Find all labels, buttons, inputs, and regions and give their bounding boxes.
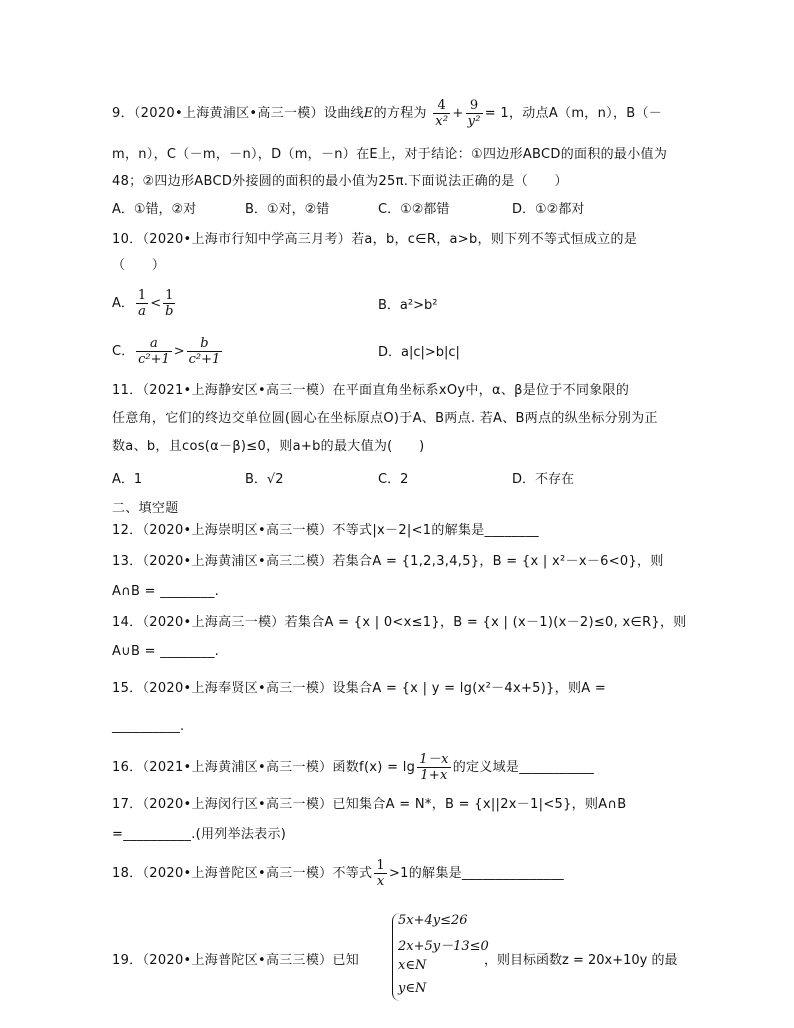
q18-fraction: $\frac{1}{x}$ bbox=[376, 858, 385, 889]
q9-text: = 1，动点A（m，n），B（－ bbox=[484, 106, 663, 121]
q11-option-a: A．1 bbox=[112, 472, 143, 487]
q9-line-1: 9．（2020•上海黄浦区•高三一模）设曲线E的方程为 $\frac{4}{\text{x²}}$ + $\frac{9}{\text{y²}}$ = 1，动点A（m，n），B（－ bbox=[112, 98, 663, 129]
q9-curve-name: E bbox=[363, 106, 374, 121]
q9-text: 的方程为 bbox=[373, 106, 427, 121]
q10-option-b: B．a²>b² bbox=[378, 298, 438, 313]
q11-option-c: C．2 bbox=[378, 472, 409, 487]
q19-constraint-3: x∈N bbox=[398, 958, 427, 973]
q9-line-2: m，n），C（－m，－n），D（m，－n）在E上，对于结论：①四边形ABCD的面积的最小值为 bbox=[112, 147, 668, 162]
q13-line-2: A∩B = ________. bbox=[112, 584, 220, 599]
q11-line-3: 数a、b，且cos(α－β)≤0，则a+b的最大值为( ) bbox=[112, 439, 425, 454]
q14-line-1: 14．（2020•上海高三一模）若集合A = {x | 0<x≤1}，B = {x | (x－1)(x－2)≤0, x∈R}，则 bbox=[112, 615, 687, 630]
q17-line-1: 17．（2020•上海闵行区•高三一模）已知集合A = N*，B = {x||2x－1|<5}，则A∩B bbox=[112, 797, 627, 812]
q11-option-b: B．√2 bbox=[245, 472, 284, 487]
q15-line-2: __________. bbox=[112, 719, 185, 734]
q17-line-2: =__________.(用列举法表示) bbox=[112, 827, 287, 842]
q19-prefix: 19．（2020•上海普陀区•高三三模）已知 bbox=[112, 953, 360, 968]
q11-line-2: 任意角，它们的终边交单位圆(圆心在坐标原点O)于A、B两点. 若A、B两点的纵坐标分别为正 bbox=[112, 411, 658, 426]
q9-fraction-1: $\frac{4}{\text{x²}}$ bbox=[435, 98, 449, 129]
q16-line: 16．（2021•上海黄浦区•高三一模）函数f(x) = lg $\frac{1-x}{1+x}$ 的定义域是___________ bbox=[112, 752, 595, 783]
q10-option-a: A． $\frac{1}{a}$ < $\frac{1}{b}$ bbox=[112, 288, 174, 319]
q19-constraint-4: y∈N bbox=[398, 981, 427, 996]
q9-fraction-2: $\frac{9}{\text{y²}}$ bbox=[467, 98, 481, 129]
q10-option-c: C． $\frac{a}{\text{c²+1}}$ > $\frac{b}{\text{c²+1}}$ bbox=[112, 336, 221, 367]
q13-line-1: 13．（2020•上海黄浦区•高三二模）若集合A = {1,2,3,4,5}，B = {x | x²－x－6<0}，则 bbox=[112, 554, 664, 569]
q9-text: 9．（2020•上海黄浦区•高三一模）设曲线 bbox=[112, 106, 364, 121]
q12-line: 12．（2020•上海崇明区•高三一模）不等式|x－2|<1的解集是________ bbox=[112, 523, 539, 538]
q19-constraint-2: 2x+5y－13≤0 bbox=[398, 939, 489, 954]
q9-option-d: D．①②都对 bbox=[512, 202, 585, 217]
q19-suffix: ，则目标函数z = 20x+10y 的最 bbox=[484, 953, 678, 968]
q11-option-d: D．不存在 bbox=[512, 472, 575, 487]
q16-fraction: $\frac{1-x}{1+x}$ bbox=[419, 752, 449, 783]
q11-line-1: 11．（2021•上海静安区•高三一模）在平面直角坐标系xOy中，α、β是位于不同象限的 bbox=[112, 383, 630, 398]
q9-option-c: C．①②都错 bbox=[378, 202, 450, 217]
q18-line: 18．（2020•上海普陀区•高三一模）不等式 $\frac{1}{x}$ >1的解集是_______________ bbox=[112, 858, 564, 889]
q19-constraint-1: 5x+4y≤26 bbox=[398, 913, 468, 928]
q9-option-b: B．①对，②错 bbox=[245, 202, 330, 217]
q10-option-d: D．a|c|>b|c| bbox=[378, 345, 460, 360]
q14-line-2: A∪B = ________. bbox=[112, 644, 220, 659]
q9-line-3: 48；②四边形ABCD外接圆的面积的最小值为25π.下面说法正确的是（ ） bbox=[112, 174, 568, 189]
q9-option-a: A．①错，②对 bbox=[112, 202, 197, 217]
q10-line-1: 10．（2020•上海市行知中学高三月考）若a，b，c∈R，a>b，则下列不等式恒成立的是 bbox=[112, 232, 638, 247]
section-heading: 二、填空题 bbox=[112, 501, 179, 516]
q10-line-2: （ ） bbox=[112, 258, 166, 273]
q15-line-1: 15．（2020•上海奉贤区•高三一模）设集合A = {x | y = lg(x²－4x+5)}，则A = bbox=[112, 681, 607, 696]
